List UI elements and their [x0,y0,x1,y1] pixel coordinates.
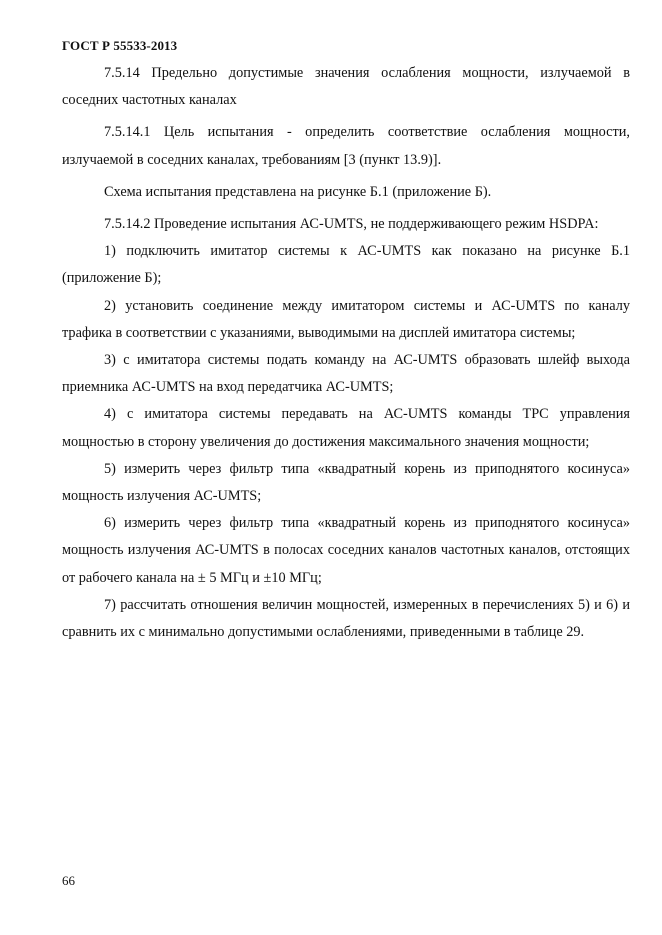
paragraph-test-purpose: 7.5.14.1 Цель испытания - определить соответствие ослабления мощности, излучаемой в соседних каналах, требованиям [3 (пункт 13.9)]. [62,124,630,168]
list-item-step-5: 5) измерить через фильтр типа «квадратный корень из приподнятого косинуса» мощность излучения АС-UMTS; [62,460,630,505]
list-item-step-7: 7) рассчитать отношения величин мощностей, измеренных в перечислениях 5) и 6) и сравнить их с минимально допустимыми ослаблениями, приведенными в таблице 29. [62,596,630,641]
list-item-step-1: 1) подключить имитатор системы к АС-UMTS как показано на рисунке Б.1 (приложение Б); [62,243,630,287]
section-heading-7-5-14: 7.5.14 Предельно допустимые значения ослабления мощности, излучаемой в соседних частотных каналах [62,65,630,109]
document-body [62,60,630,646]
page-number: 66 [62,873,75,888]
list-item-step-4: 4) с имитатора системы передавать на АС-UMTS команды TPC управления мощностью в сторону увеличения до достижения максимального значения мощности; [62,406,630,450]
document-header: ГОСТ Р 55533-2013 [62,38,178,53]
list-item-step-2: 2) установить соединение между имитатором системы и АС-UMTS по каналу трафика в соответствии с указаниями, выводимыми на дисплей имитатора системы; [62,297,630,341]
list-item-step-3: 3) с имитатора системы подать команду на АС-UMTS образовать шлейф выхода приемника АС-UMTS на вход передатчика АС-UMTS; [62,352,630,396]
paragraph-test-procedure: 7.5.14.2 Проведение испытания АС-UMTS, не поддерживающего режим HSDPA: [104,216,599,233]
list-item-step-6: 6) измерить через фильтр типа «квадратный корень из приподнятого косинуса» мощность излучения АС-UMTS в полосах соседних каналов частотных каналов, отстоящих от рабочего канала на ± 5 МГц и ±10 МГц; [62,515,630,586]
paragraph-test-scheme: Схема испытания представлена на рисунке Б.1 (приложение Б). [104,183,492,200]
